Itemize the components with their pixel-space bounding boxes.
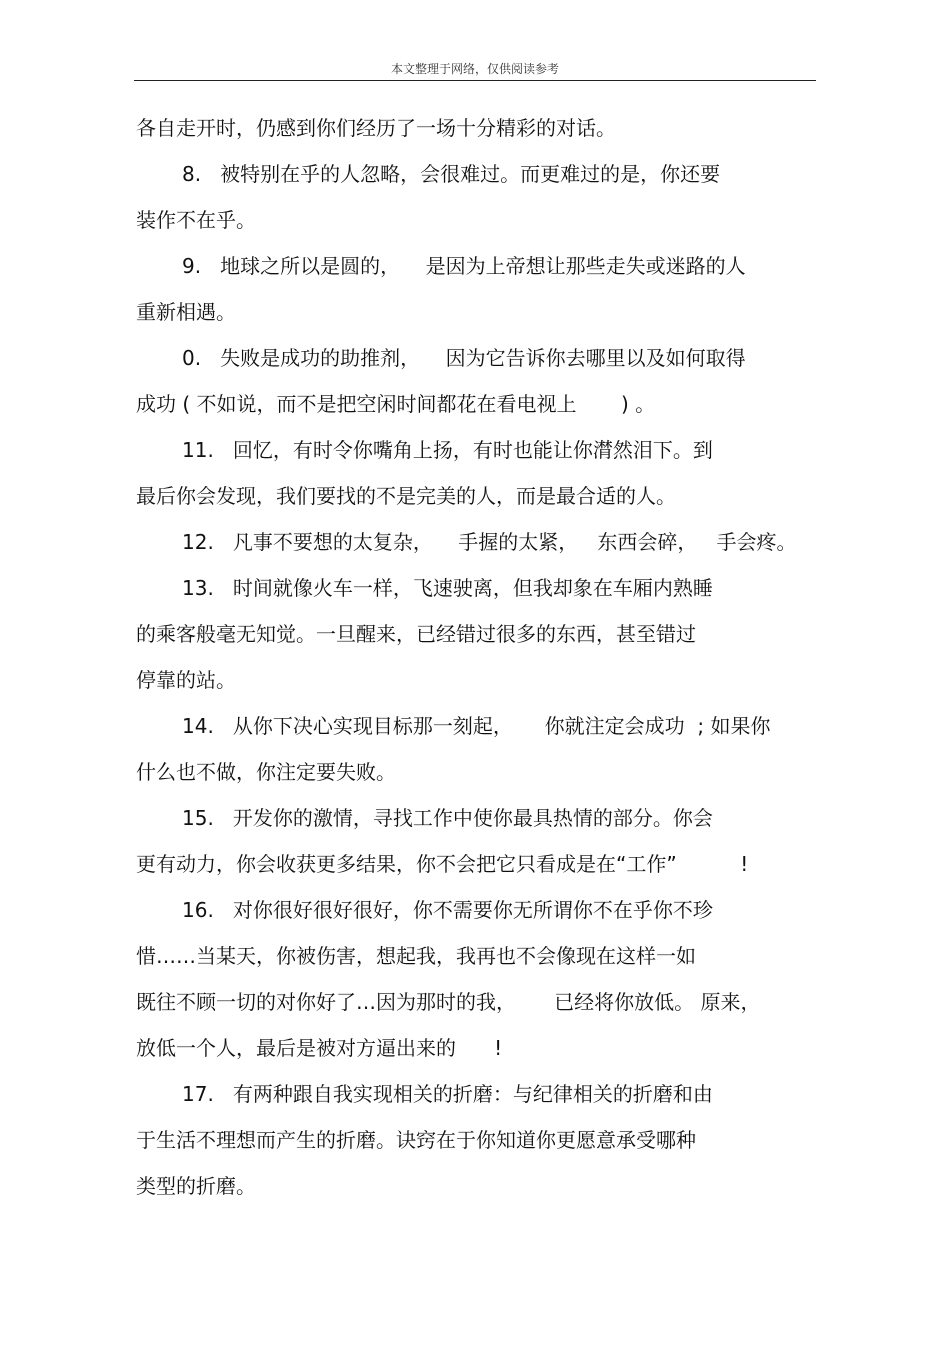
text-line: 惜……当某天，你被伤害，想起我，我再也不会像现在这样一如 [136,944,696,968]
text-line: 重新相遇。 [136,300,236,324]
text-line: 9. 地球之所以是圆的， 是因为上帝想让那些走失或迷路的人 [182,254,746,278]
text-line: 既往不顾一切的对你好了…因为那时的我， 已经将你放低。 原来， [136,990,761,1014]
text-line: 0. 失败是成功的助推剂， 因为它告诉你去哪里以及如何取得 [182,346,746,370]
text-line: 14. 从你下决心实现目标那一刻起， 你就注定会成功 ; 如果你 [182,714,771,738]
text-line: 16. 对你很好很好很好，你不需要你无所谓你不在乎你不珍 [182,898,713,922]
text-line: 放低一个人，最后是被对方逼出来的 ! [136,1036,503,1060]
text-line: 最后你会发现，我们要找的不是完美的人，而是最合适的人。 [136,484,676,508]
text-line: 类型的折磨。 [136,1174,256,1198]
text-line: 各自走开时，仍感到你们经历了一场十分精彩的对话。 [136,116,616,140]
text-line: 成功 ( 不如说，而不是把空闲时间都花在看电视上 ) 。 [136,392,656,416]
text-line: 15. 开发你的激情，寻找工作中使你最具热情的部分。你会 [182,806,713,830]
page-header: 本文整理于网络，仅供阅读参考 [390,62,559,76]
text-line: 17. 有两种跟自我实现相关的折磨：与纪律相关的折磨和由 [182,1082,713,1106]
text-line: 13. 时间就像火车一样，飞速驶离，但我却象在车厢内熟睡 [182,576,713,600]
header-divider [134,80,816,81]
text-line: 12. 凡事不要想的太复杂， 手握的太紧， 东西会碎， 手会疼。 [182,530,797,554]
text-line: 8. 被特别在乎的人忽略，会很难过。而更难过的是，你还要 [182,162,721,186]
text-line: 停靠的站。 [136,668,236,692]
text-line: 装作不在乎。 [136,208,256,232]
text-line: 11. 回忆，有时令你嘴角上扬，有时也能让你潸然泪下。到 [182,438,713,462]
text-line: 的乘客般毫无知觉。一旦醒来，已经错过很多的东西，甚至错过 [136,622,696,646]
text-line: 什么也不做，你注定要失败。 [136,760,396,784]
text-line: 更有动力，你会收获更多结果，你不会把它只看成是在“工作” ! [136,852,749,876]
text-line: 于生活不理想而产生的折磨。诀窍在于你知道你更愿意承受哪种 [136,1128,696,1152]
